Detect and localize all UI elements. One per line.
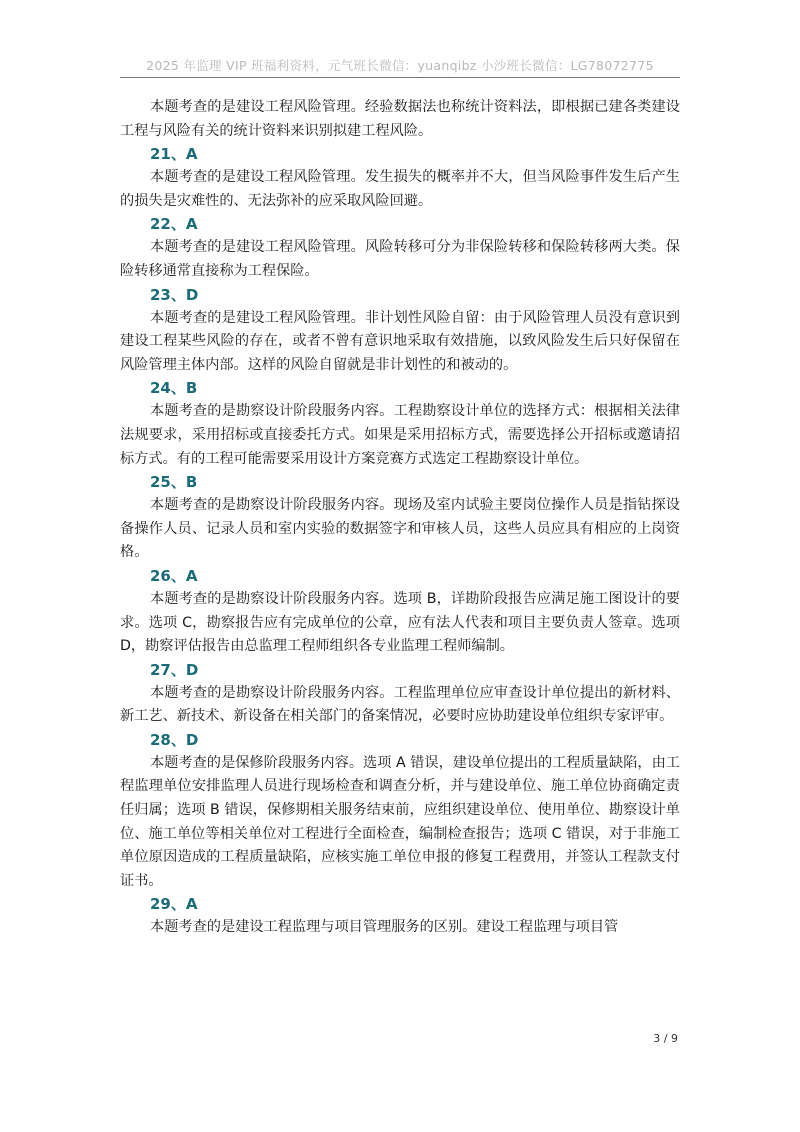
answer-explanation: 本题考查的是建设工程风险管理。非计划性风险自留：由于风险管理人员没有意识到建设工程某些风险的存在，或者不曾有意识地采取有效措施，以致风险发生后只好保留在风险管理主体内部。这样的风险自留就是非计划性的和被动的。 bbox=[120, 309, 680, 373]
answer-item bbox=[120, 284, 680, 378]
answer-item bbox=[120, 213, 680, 283]
answer-explanation: 本题考查的是建设工程监理与项目管理服务的区别。建设工程监理与项目管 bbox=[150, 919, 619, 936]
answer-key: 28、D bbox=[150, 730, 199, 749]
answer-key: 29、A bbox=[150, 895, 198, 914]
answer-item bbox=[120, 377, 680, 471]
answer-key: 26、A bbox=[150, 566, 198, 585]
answer-list bbox=[120, 96, 680, 940]
answer-key: 24、B bbox=[150, 379, 198, 398]
answer-key: 22、A bbox=[150, 215, 198, 234]
answer-explanation: 本题考查的是勘察设计阶段服务内容。现场及室内试验主要岗位操作人员是指钻探设备操作人员、记录人员和室内实验的数据签字和审核人员，这些人员应具有相应的上岗资格。 bbox=[120, 497, 680, 561]
answer-key: 27、D bbox=[150, 660, 199, 679]
page-header: 2025 年监理 VIP 班福利资料，元气班长微信：yuanqibz 小沙班长微信：LG78072775 bbox=[146, 58, 654, 73]
answer-key: 23、D bbox=[150, 285, 199, 304]
answer-item bbox=[120, 471, 680, 565]
answer-explanation: 本题考查的是建设工程风险管理。发生损失的概率并不大，但当风险事件发生后产生的损失是灾难性的、无法弥补的应采取风险回避。 bbox=[120, 169, 680, 209]
answer-explanation: 本题考查的是建设工程风险管理。经验数据法也称统计资料法，即根据已建各类建设工程与风险有关的统计资料来识别拟建工程风险。 bbox=[120, 99, 680, 139]
answer-item bbox=[120, 143, 680, 213]
page-number: 3 / 9 bbox=[653, 1032, 678, 1045]
answer-key: 25、B bbox=[150, 473, 198, 492]
answer-item bbox=[120, 565, 680, 659]
answer-item bbox=[120, 96, 680, 143]
answer-explanation: 本题考查的是勘察设计阶段服务内容。工程勘察设计单位的选择方式：根据相关法律法规要求，采用招标或直接委托方式。如果是采用招标方式，需要选择公开招标或邀请招标方式。有的工程可能需要采用设计方案竞赛方式选定工程勘察设计单位。 bbox=[120, 403, 680, 467]
answer-explanation: 本题考查的是建设工程风险管理。风险转移可分为非保险转移和保险转移两大类。保险转移通常直接称为工程保险。 bbox=[120, 239, 680, 279]
answer-item bbox=[120, 659, 680, 729]
header-divider bbox=[120, 77, 680, 78]
answer-explanation: 本题考查的是勘察设计阶段服务内容。工程监理单位应审查设计单位提出的新材料、新工艺、新技术、新设备在相关部门的备案情况，必要时应协助建设单位组织专家评审。 bbox=[120, 684, 680, 725]
answer-explanation: 本题考查的是保修阶段服务内容。选项 A 错误，建设单位提出的工程质量缺陷，由工程监理单位安排监理人员进行现场检查和调查分析，并与建设单位、施工单位协商确定责任归属；选项 B 错误，保修期相关服务结束前，应组织建设单位、使用单位、勘察设计单位、施工单位等相关单位对工程进行全面检查，编制检查报告；选项 C 错误，对于非施工单位原因造成的工程质量缺陷，应核实施工单位申报的修复工程费用，并签认工程款支付证书。 bbox=[120, 754, 680, 889]
answer-explanation: 本题考查的是勘察设计阶段服务内容。选项 B，详勘阶段报告应满足施工图设计的要求。选项 C，勘察报告应有完成单位的公章，应有法人代表和项目主要负责人签章。选项 D，勘察评估报告由总监理工程师组织各专业监理工程师编制。 bbox=[120, 590, 680, 655]
answer-item bbox=[120, 893, 680, 940]
answer-key: 21、A bbox=[150, 145, 198, 164]
answer-item bbox=[120, 729, 680, 894]
